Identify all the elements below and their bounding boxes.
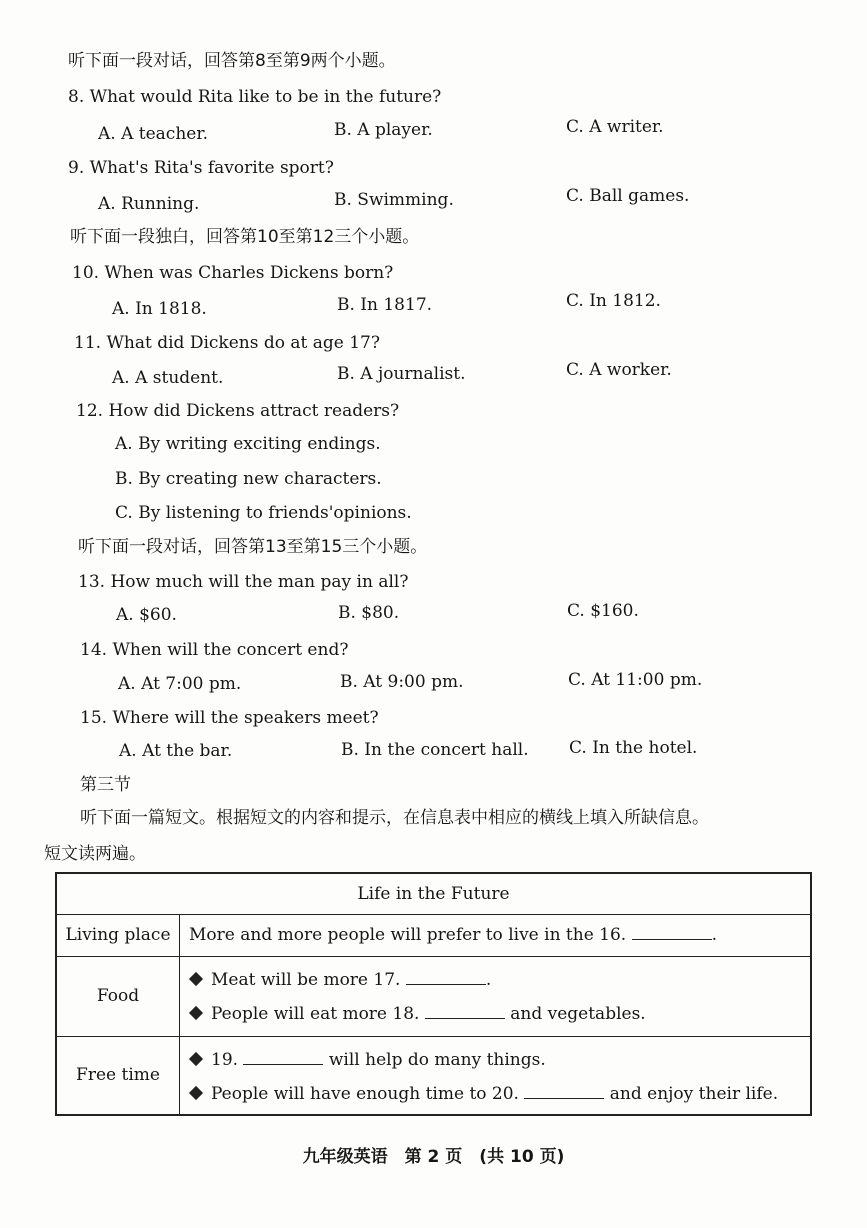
q12-option-c: C. By listening to friends'opinions. bbox=[115, 503, 412, 523]
answer-blank-17[interactable] bbox=[406, 968, 486, 985]
row-living-place-content bbox=[189, 914, 717, 956]
diamond-bullet-icon bbox=[189, 1006, 203, 1020]
diamond-bullet-icon bbox=[189, 1052, 203, 1066]
q10-option-a: A. In 1818. bbox=[112, 299, 207, 319]
question-8: 8. What would Rita like to be in the future? bbox=[68, 87, 442, 107]
answer-blank-16[interactable] bbox=[632, 923, 712, 940]
answer-blank-18[interactable] bbox=[425, 1002, 505, 1019]
q11-option-a: A. A student. bbox=[112, 368, 224, 388]
section3-heading: 第三节 bbox=[80, 775, 131, 795]
q9-option-a: A. Running. bbox=[98, 194, 200, 214]
instruction-10-12: 听下面一段独白，回答第10至第12三个小题。 bbox=[70, 227, 420, 247]
food-item-2 bbox=[191, 1002, 646, 1024]
food-item-1 bbox=[191, 968, 491, 990]
q13-option-b: B. $80. bbox=[338, 603, 400, 623]
q15-option-b: B. In the concert hall. bbox=[341, 740, 529, 760]
blank-16-suffix: . bbox=[711, 925, 718, 945]
blank-17-prefix: Meat will be more 17. bbox=[211, 970, 401, 990]
q11-option-c: C. A worker. bbox=[566, 360, 672, 380]
q13-option-c: C. $160. bbox=[567, 601, 639, 621]
table-title: Life in the Future bbox=[357, 884, 510, 904]
section3-instruction-line2: 短文读两遍。 bbox=[44, 844, 146, 864]
q14-option-c: C. At 11:00 pm. bbox=[568, 670, 703, 690]
q8-option-a: A. A teacher. bbox=[98, 124, 208, 144]
question-12: 12. How did Dickens attract readers? bbox=[76, 401, 400, 421]
q9-option-c: C. Ball games. bbox=[566, 186, 690, 206]
answer-blank-19[interactable] bbox=[243, 1048, 323, 1065]
question-11: 11. What did Dickens do at age 17? bbox=[74, 333, 380, 353]
q14-option-b: B. At 9:00 pm. bbox=[340, 672, 464, 692]
blank-19-suffix: will help do many things. bbox=[328, 1050, 546, 1070]
page-footer: 九年级英语 第 2 页 (共 10 页) bbox=[302, 1147, 565, 1167]
q12-option-b: B. By creating new characters. bbox=[115, 469, 382, 489]
q9-option-b: B. Swimming. bbox=[334, 190, 454, 210]
section3-instruction-line1: 听下面一篇短文。根据短文的内容和提示，在信息表中相应的横线上填入所缺信息。 bbox=[80, 808, 709, 828]
q10-option-b: B. In 1817. bbox=[337, 295, 433, 315]
row-label-living-place: Living place bbox=[65, 925, 171, 945]
free-time-item-2 bbox=[191, 1082, 778, 1104]
free-time-item-1 bbox=[191, 1048, 546, 1070]
blank-17-suffix: . bbox=[485, 970, 492, 990]
blank-20-suffix: and enjoy their life. bbox=[609, 1084, 779, 1104]
question-15: 15. Where will the speakers meet? bbox=[80, 708, 379, 728]
answer-blank-20[interactable] bbox=[524, 1082, 604, 1099]
q14-option-a: A. At 7:00 pm. bbox=[118, 674, 242, 694]
blank-19-prefix: 19. bbox=[211, 1050, 239, 1070]
instruction-8-9: 听下面一段对话，回答第8至第9两个小题。 bbox=[68, 51, 396, 71]
q15-option-a: A. At the bar. bbox=[119, 741, 233, 761]
diamond-bullet-icon bbox=[189, 972, 203, 986]
question-13: 13. How much will the man pay in all? bbox=[78, 572, 409, 592]
q10-option-c: C. In 1812. bbox=[566, 291, 661, 311]
q8-option-b: B. A player. bbox=[334, 120, 433, 140]
instruction-13-15: 听下面一段对话，回答第13至第15三个小题。 bbox=[78, 537, 428, 557]
blank-16-prefix: More and more people will prefer to live in the 16. bbox=[189, 925, 627, 945]
blank-18-prefix: People will eat more 18. bbox=[211, 1004, 420, 1024]
q13-option-a: A. $60. bbox=[116, 605, 177, 625]
question-9: 9. What's Rita's favorite sport? bbox=[68, 158, 334, 178]
row-label-food: Food bbox=[96, 986, 140, 1006]
q12-option-a: A. By writing exciting endings. bbox=[115, 434, 381, 454]
row-label-free-time: Free time bbox=[76, 1065, 160, 1085]
question-14: 14. When will the concert end? bbox=[80, 640, 349, 660]
diamond-bullet-icon bbox=[189, 1086, 203, 1100]
blank-18-suffix: and vegetables. bbox=[510, 1004, 646, 1024]
q15-option-c: C. In the hotel. bbox=[569, 738, 698, 758]
question-10: 10. When was Charles Dickens born? bbox=[72, 263, 394, 283]
q8-option-c: C. A writer. bbox=[566, 117, 664, 137]
q11-option-b: B. A journalist. bbox=[337, 364, 466, 384]
blank-20-prefix: People will have enough time to 20. bbox=[211, 1084, 519, 1104]
info-table bbox=[55, 872, 812, 1116]
